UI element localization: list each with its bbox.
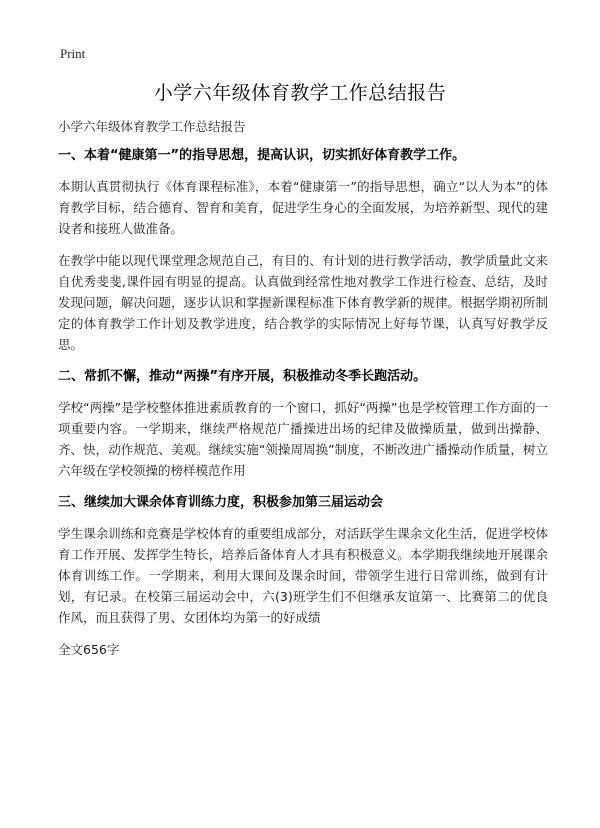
section-1-paragraph-1: 本期认真贯彻执行《体育课程标准》，本着“健康第一”的指导思想，确立“以人为本”的体育教学目标，结合德育、智育和美育，促进学生身心的全面发展，为培养新型、现代的建设者和接班人做准备。: [58, 179, 548, 236]
section-heading-1: 一、本着“健康第一”的指导思想，提高认识，切实抓好体育教学工作。: [58, 148, 466, 163]
article-body: [58, 116, 548, 660]
word-count: 全文656字: [58, 642, 120, 657]
page-title: 小学六年级体育教学工作总结报告: [153, 82, 447, 104]
section-3-paragraph-1: 学生课余训练和竞赛是学校体育的重要组成部分，对活跃学生课余文化生活，促进学校体育工作开展、发挥学生特长，培养后备体育人才具有积极意义。本学期我继续地开展课余体育训练工作。一学期来，利用大课间及课余时间，带领学生进行日常训练，做到有计划，有记录。在校第三届运动会中，六(3)班学生们不但继承友谊第一、比赛第二的优良作风，而且获得了男、女团体均为第一的好成绩: [58, 526, 548, 625]
article-subtitle: 小学六年级体育教学工作总结报告: [58, 119, 246, 134]
print-link[interactable]: Print: [60, 46, 86, 61]
section-1-paragraph-2: 在教学中能以现代课堂理念规范自己，有目的、有计划的进行教学活动，教学质量此文来自优秀斐斐,课件园有明显的提高。认真做到经常性地对教学工作进行检查、总结，及时发现问题，解决问题，逐步认识和掌握新课程标准下体育教学新的规律。根据学期初所制定的体育教学工作计划及教学进度，结合教学的实际情况上好每节课，认真写好教学反思。: [58, 253, 548, 352]
section-2-paragraph-1: 学校“两操”是学校整体推进素质教育的一个窗口，抓好“两操”也是学校管理工作方面的一项重要内容。一学期来，继续严格规范广播操进出场的纪律及做操质量，做到出操静、齐、快，动作规范、美观。继续实施“领操周周换”制度，不断改进广播操动作质量，树立六年级在学校领操的榜样模范作用: [58, 400, 548, 478]
section-heading-3: 三、继续加大课余体育训练力度，积极参加第三届运动会: [58, 495, 384, 510]
section-heading-2: 二、常抓不懈，推动“两操”有序开展，积极推动冬季长跑活动。: [58, 369, 427, 384]
